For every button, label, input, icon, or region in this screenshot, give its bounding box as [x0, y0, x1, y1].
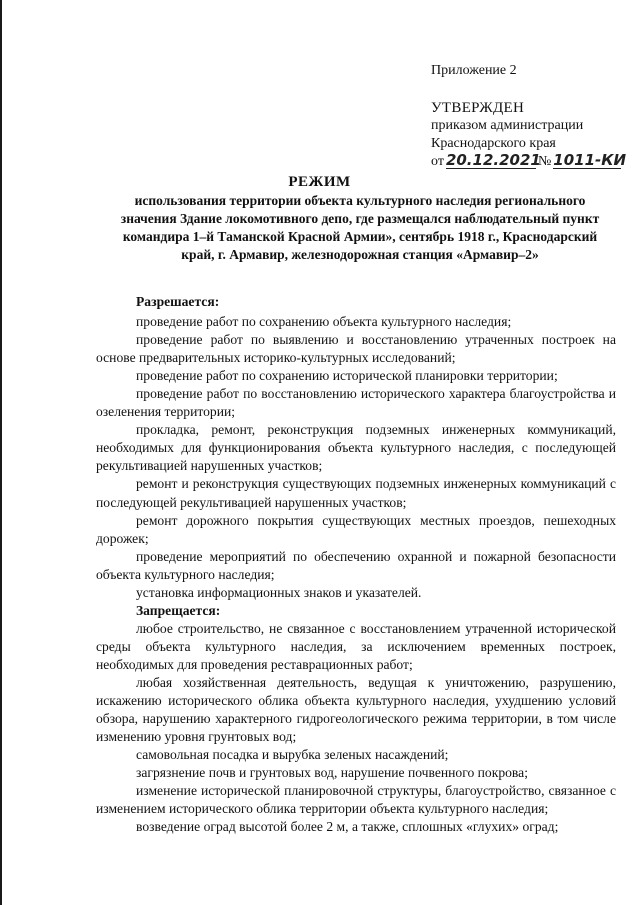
allowed-heading: Разрешается:: [136, 294, 220, 309]
document-body: [96, 293, 616, 836]
forbidden-item: изменение исторической планировочной структуры, благоустройство, связанное с изменением исторического облика территории объекта культурного наследия;: [96, 783, 616, 817]
forbidden-heading: Запрещается:: [136, 602, 221, 618]
allowed-item: ремонт и реконструкция существующих подземных инженерных коммуникаций с последующей рекультивацией нарушенных участков;: [96, 476, 616, 510]
number-prefix: №: [537, 154, 552, 169]
allowed-item: проведение работ по сохранению объекта культурного наследия;: [136, 314, 512, 330]
forbidden-item: возведение оград высотой более 2 м, а также, сплошных «глухих» оград;: [136, 819, 559, 835]
approval-block: [431, 99, 627, 173]
allowed-item: проведение работ по восстановлению исторического характера благоустройства и озеленения территории;: [96, 386, 616, 420]
page-left-border: [0, 0, 2, 905]
document-title: РЕЖИМ: [288, 174, 351, 190]
forbidden-item: загрязнение почв и грунтовых вод, нарушение почвенного покрова;: [136, 765, 528, 781]
allowed-item: ремонт дорожного покрытия существующих местных проездов, пешеходных дорожек;: [96, 512, 616, 546]
handwritten-number: 1011-КИ: [553, 151, 627, 169]
document-subtitle: использования территории объекта культурного наследия регионального значения Здание локомотивного депо, где размещался наблюдательный пункт командира 1–й Таманской Красной Армии», сентябрь 1918 г., Краснодарский край, г. Армавир, железнодорожная станция «Армавир–2»: [120, 193, 600, 262]
allowed-item: проведение работ по сохранению исторической планировки территории;: [136, 368, 558, 384]
forbidden-item: самовольная посадка и вырубка зеленых насаждений;: [136, 747, 449, 763]
allowed-item: установка информационных знаков и указателей.: [136, 584, 422, 600]
approval-date-line: [431, 151, 627, 173]
handwritten-date: 20.12.2021: [445, 151, 541, 169]
appendix-label: Приложение 2: [431, 63, 517, 78]
forbidden-item: любое строительство, не связанное с восстановлением утраченной исторической среды объекта культурного наследия, за исключением временных построек, необходимых для проведения реставрационных работ;: [96, 620, 616, 672]
forbidden-item: любая хозяйственная деятельность, ведущая к уничтожению, разрушению, искажению исторического облика объекта культурного наследия, ухудшению условий обзора, нарушению характерного гидрогеологического режима территории, в том числе изменению уровня грунтовых вод;: [96, 674, 616, 745]
allowed-item: проведение мероприятий по обеспечению охранной и пожарной безопасности объекта культурного наследия;: [96, 548, 616, 582]
approval-title: УТВЕРЖДЕН: [431, 100, 525, 116]
approval-line-1: приказом администрации: [431, 118, 584, 133]
date-prefix: от: [431, 154, 444, 169]
allowed-item: прокладка, ремонт, реконструкция подземных инженерных коммуникаций, необходимых для функционирования объекта культурного наследия, с последующей рекультивацией нарушенных участков;: [96, 422, 616, 474]
allowed-item: проведение работ по выявлению и восстановлению утраченных построек на основе предварительных историко-культурных исследований;: [96, 332, 616, 366]
approval-line-2: Краснодарского края: [431, 136, 556, 151]
